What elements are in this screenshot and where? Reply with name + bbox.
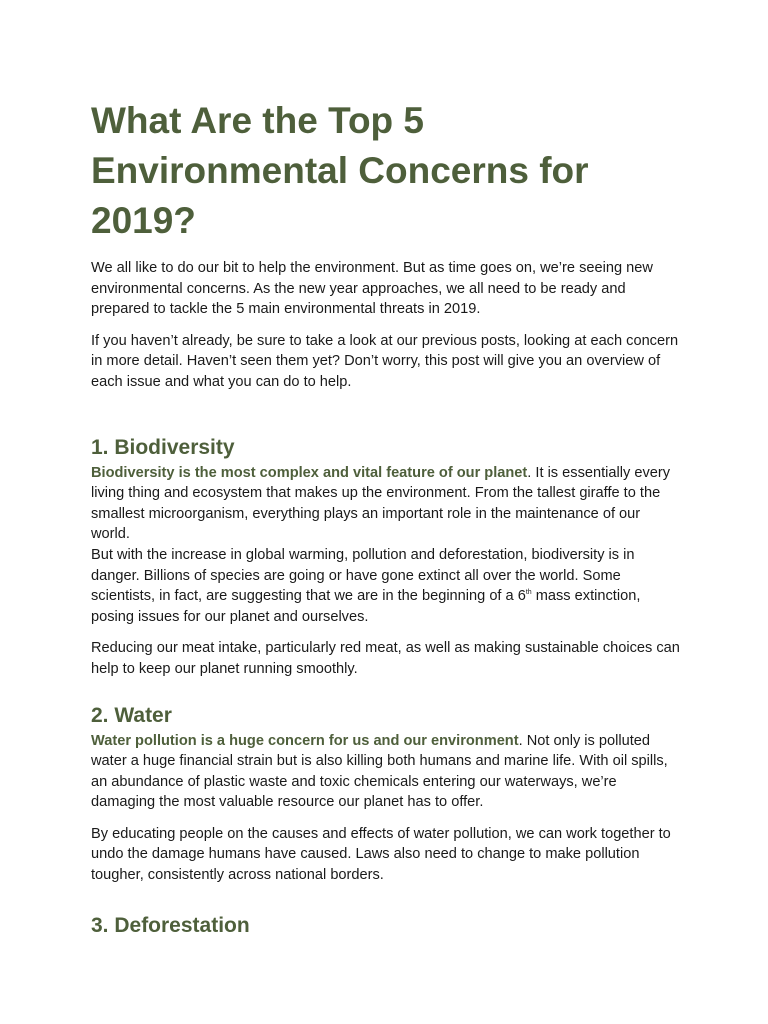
- water-paragraph-2: By educating people on the causes and effects of water pollution, we can work together to undo the damage humans have caused. Laws also need to change to make pollution tougher, consistently across national borders.: [91, 825, 671, 884]
- intro-paragraph-2: If you haven’t already, be sure to take a look at our previous posts, looking at each concern in more detail. Haven’t seen them yet? Don’t worry, this post will give you an overview of each issue and what you can do to help.: [91, 332, 679, 390]
- page-title: What Are the Top 5 Environmental Concerns for 2019?: [91, 100, 589, 241]
- biodiversity-paragraph-2-end: mass extinction, posing issues for our planet and ourselves.: [91, 588, 641, 625]
- section-heading-biodiversity: 1. Biodiversity: [91, 435, 235, 459]
- section-heading-water: 2. Water: [91, 703, 172, 727]
- biodiversity-paragraph-2: [91, 545, 683, 627]
- biodiversity-paragraph-2-start: But with the increase in global warming, pollution and deforestation, biodiversity is in danger. Billions of species are going or have gone extinct all over the world. Some scientists, in fact, are suggesting that we are in the beginning of a 6: [91, 546, 635, 605]
- biodiversity-lead-link[interactable]: Biodiversity is the most complex and vital feature of our planet: [91, 464, 528, 481]
- water-paragraph-1: [91, 731, 683, 813]
- water-lead-link[interactable]: Water pollution is a huge concern for us and our environment: [91, 732, 519, 749]
- water-paragraph-1-text: . Not only is polluted water a huge financial strain but is also killing both humans and marine life. With oil spills, an abundance of plastic waste and toxic chemicals entering our waterways, we’re damaging the most valuable resource our planet has to offer.: [91, 732, 668, 811]
- biodiversity-paragraph-1-text: . It is essentially every living thing and ecosystem that makes up the environment. From the tallest giraffe to the smallest microorganism, everything plays an important role in the maintenance of our world.: [91, 464, 671, 543]
- section-heading-deforestation: 3. Deforestation: [91, 913, 250, 937]
- ordinal-superscript: th: [525, 589, 532, 597]
- biodiversity-paragraph-1: [91, 463, 683, 545]
- intro-paragraph-1: We all like to do our bit to help the environment. But as time goes on, we’re seeing new environmental concerns. As the new year approaches, we all need to be ready and prepared to tackle the 5 main environmental threats in 2019.: [91, 260, 653, 318]
- document-page: [91, 96, 683, 940]
- biodiversity-paragraph-3: Reducing our meat intake, particularly red meat, as well as making sustainable choices can help to keep our planet running smoothly.: [91, 640, 680, 677]
